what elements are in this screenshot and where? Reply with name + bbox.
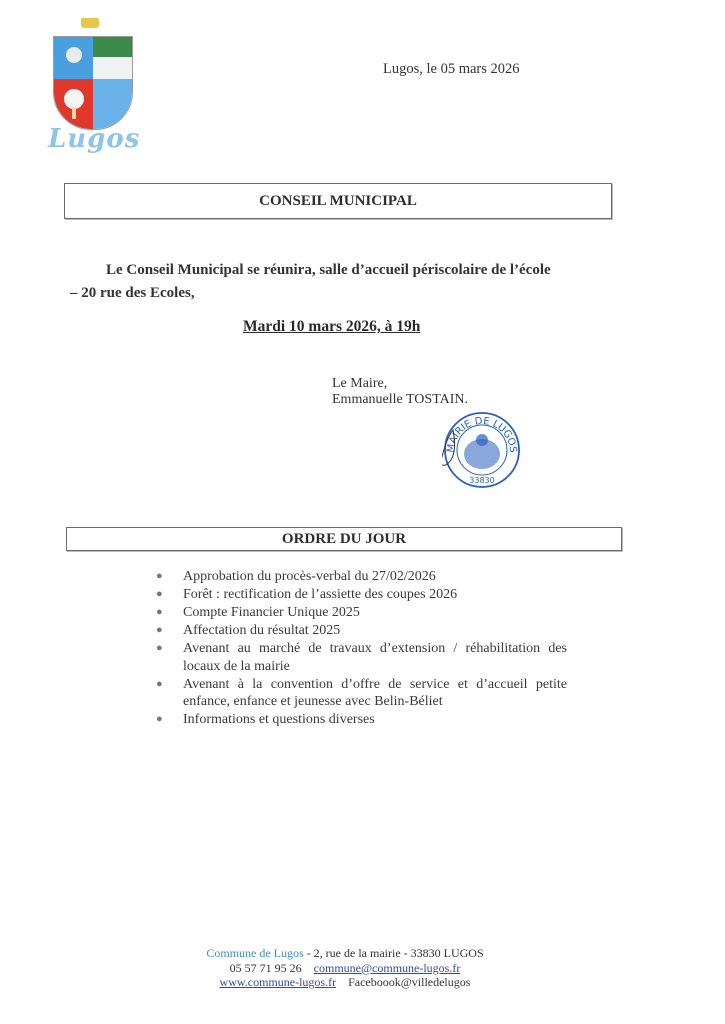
shield-quarter-green [93,37,132,57]
shield-quarter-building [93,57,132,79]
signer-name: Emmanuelle TOSTAIN. [332,392,469,407]
agenda-title: ORDRE DU JOUR [281,531,407,547]
crown-icon [81,18,99,28]
footer-contact-line [180,961,510,976]
agenda-item: ● Avenant au marché de travaux d’extension / réhabilitation des locaux de la mairie [156,641,567,674]
footer-website-link[interactable]: www.commune-lugos.fr [219,975,337,989]
coat-of-arms-logo [48,18,141,158]
notice-intro-line2: – 20 rue des Ecoles, [70,285,195,301]
stamp-top-text: MAIRIE DE LUGOS [445,415,519,454]
tree-trunk [72,107,76,119]
meeting-datetime: Mardi 10 mars 2026, à 19h [243,318,421,335]
bullet-icon: ● [156,570,163,582]
title-box [64,183,612,219]
tree-icon [64,89,84,109]
footer-email-link[interactable]: commune@commune-lugos.fr [313,960,461,975]
agenda-item: ● Avenant à la convention d’offre de service et d’accueil petite enfance, enfance et jeunesse avec Belin-Béliet [156,676,567,709]
agenda-item: ● Affectation du résultat 2025 [156,623,341,638]
mairie-stamp [442,410,522,490]
document-title: CONSEIL MUNICIPAL [259,193,417,209]
footer [180,946,510,990]
bullet-icon: ● [156,677,163,690]
bullet-icon: ● [156,588,163,600]
notice-intro-line1: Le Conseil Municipal se réunira, salle d’accueil périscolaire de l’école [106,262,551,278]
agenda-item: ● Forêt : rectification de l’assiette des coupes 2026 [156,587,458,602]
footer-web-line [180,975,510,990]
shield-quarter-lightblue [93,79,132,129]
agenda-title-box [66,527,622,551]
stamp-postcode: 33830 [469,476,495,485]
agenda-item: ● Informations et questions diverses [156,712,375,727]
shield-quarter-blue [54,37,93,79]
signature-block [332,376,468,408]
bullet-icon: ● [156,606,163,618]
date-line: Lugos, le 05 mars 2026 [383,61,520,77]
footer-address-line [180,946,510,961]
footer-facebook: Faceboook@villedelugos [348,975,471,989]
footer-address: - 2, rue de la mairie - 33830 LUGOS [303,946,484,960]
footer-phone: 05 57 71 95 26 [229,960,302,975]
agenda-item: ● Approbation du procès-verbal du 27/02/2026 [156,569,436,584]
footer-org-name: Commune de Lugos [206,946,304,960]
agenda-list [156,568,567,729]
agenda-item: ● Compte Financier Unique 2025 [156,605,360,620]
signer-role: Le Maire, [332,376,388,391]
bullet-icon: ● [156,624,163,636]
shield-icon [53,36,133,130]
bullet-icon: ● [156,642,163,654]
logo-text: Lugos [48,124,141,154]
bullet-icon: ● [156,713,163,725]
